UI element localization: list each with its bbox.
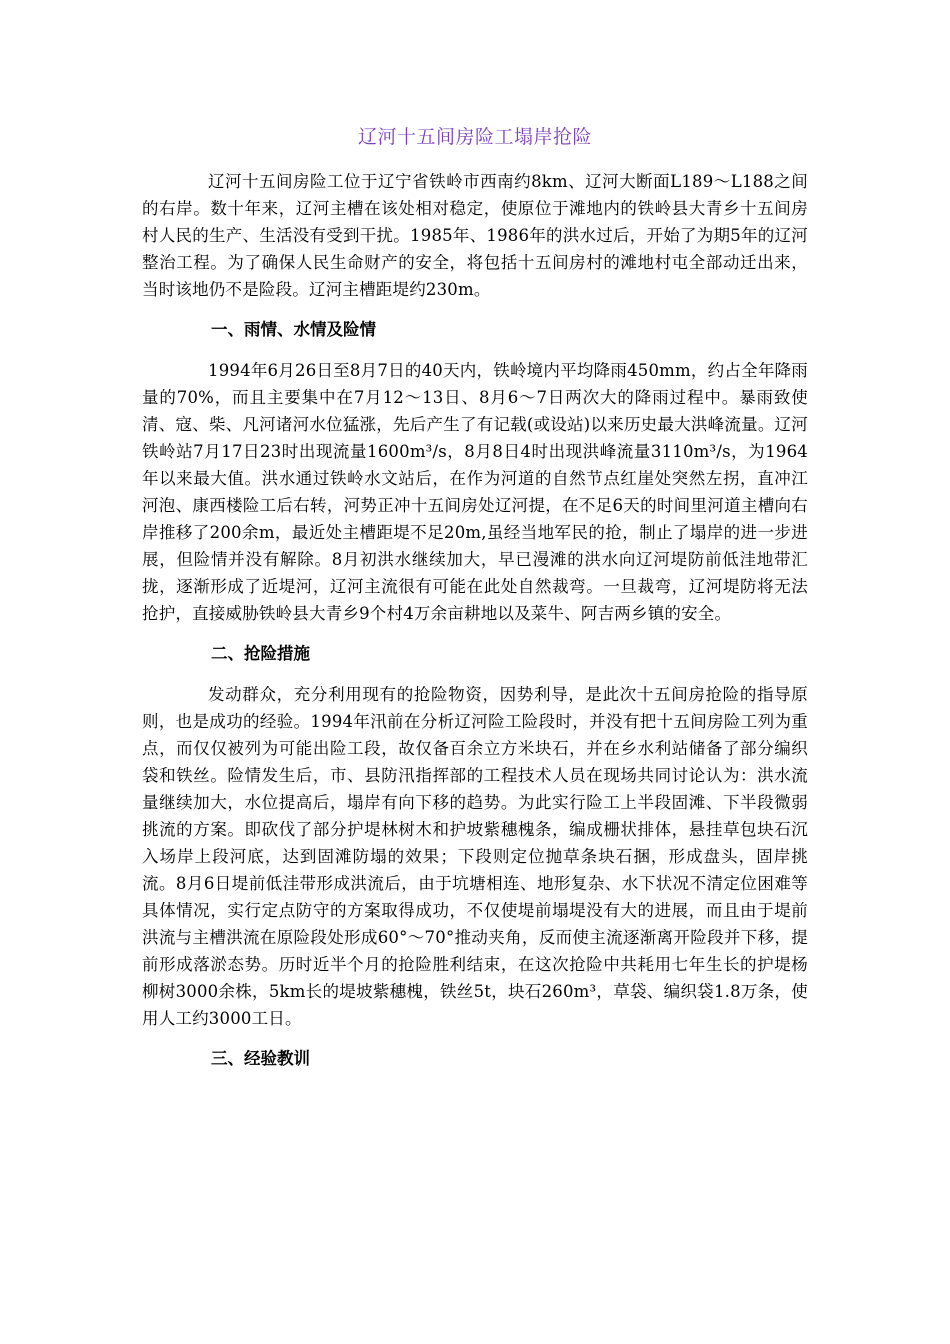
section-heading-1: 一、雨情、水情及险情 — [211, 320, 376, 339]
section-heading-3: 三、经验教训 — [211, 1049, 310, 1068]
intro-paragraph: 辽河十五间房险工位于辽宁省铁岭市西南约8km、辽河大断面L189～L188之间的右岸。数十年来，辽河主槽在该处相对稳定，使原位于滩地内的铁岭县大青乡十五间房村人民的生产、生活没有受到干扰。1985年、1986年的洪水过后，开始了为期5年的辽河整治工程。为了确保人民生命财产的安全，将包括十五间房村的滩地村屯全部动迁出来，当时该地仍不是险段。辽河主槽距堤约230m。 — [142, 172, 808, 299]
document-body — [142, 168, 808, 1070]
section-1-paragraph: 1994年6月26日至8月7日的40天内，铁岭境内平均降雨450mm，约占全年降雨量的70%，而且主要集中在7月12～13日、8月6～7日两次大的降雨过程中。暴雨致使清、寇、柴、凡河诸河水位猛涨，先后产生了有记载(或设站)以来历史最大洪峰流量。辽河铁岭站7月17日23时出现流量1600m³/s，8月8日4时出现洪峰流量3110m³/s，为1964年以来最大值。洪水通过铁岭水文站后，在作为河道的自然节点红崖处突然左拐，直冲江河泡、康西楼险工后右转，河势正冲十五间房处辽河提，在不足6天的时间里河道主槽向右岸推移了200余m，最近处主槽距堤不足20m,虽经当地军民的抢，制止了塌岸的进一步进展，但险情并没有解除。8月初洪水继续加大，早已漫滩的洪水向辽河堤防前低洼地带汇拢，逐渐形成了近堤河，辽河主流很有可能在此处自然裁弯。一旦裁弯，辽河堤防将无法抢护，直接威胁铁岭县大青乡9个村4万余亩耕地以及菜牛、阿吉两乡镇的安全。 — [142, 361, 808, 623]
document-title: 辽河十五间房险工塌岸抢险 — [357, 126, 592, 148]
section-2-paragraph: 发动群众，充分利用现有的抢险物资，因势利导，是此次十五间房抢险的指导原则，也是成功的经验。1994年汛前在分析辽河险工险段时，并没有把十五间房险工列为重点，而仅仅被列为可能出险工段，故仅备百余立方米块石，并在乡水利站储备了部分编织袋和铁丝。险情发生后，市、县防汛指挥部的工程技术人员在现场共同讨论认为：洪水流量继续加大，水位提高后，塌岸有向下移的趋势。为此实行险工上半段固滩、下半段微弱挑流的方案。即砍伐了部分护堤林树木和护坡紫穗槐条，编成栅状排体，悬挂草包块石沉入场岸上段河底，达到固滩防塌的效果；下段则定位抛草条块石捆，形成盘头，固岸挑流。8月6日堤前低洼带形成洪流后，由于坑塘相连、地形复杂、水下状况不清定位困难等具体情况，实行定点防守的方案取得成功，不仅使堤前塌堤没有大的进展，而且由于堤前洪流与主槽洪流在原险段处形成60°～70°推动夹角，反而使主流逐渐离开险段并下移，提前形成落淤态势。历时近半个月的抢险胜利结束，在这次抢险中共耗用七年生长的护堤杨柳树3000余株，5km长的堤坡紫穗槐，铁丝5t，块石260m³，草袋、编织袋1.8万条，使用人工约3000工日。 — [142, 685, 808, 1028]
section-heading-2: 二、抢险措施 — [211, 644, 310, 663]
